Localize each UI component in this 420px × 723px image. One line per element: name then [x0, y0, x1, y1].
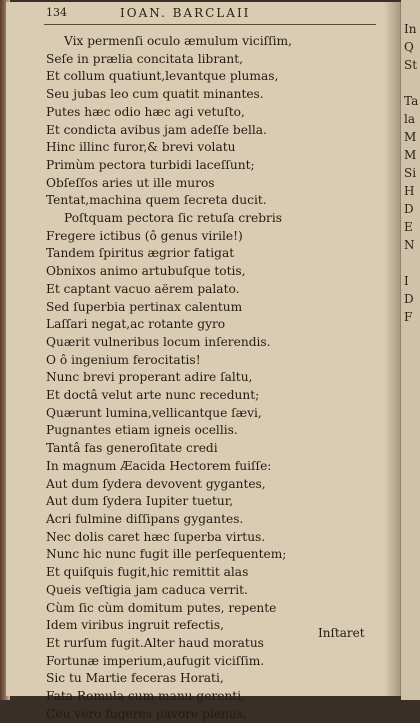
poem-line: Sed ſuperbia pertinax calentum [46, 299, 243, 314]
poem-line: Et rurſum fugit.Alter haud moratus [46, 635, 264, 650]
page-number: 134 [46, 6, 67, 19]
poem-line: Aut dum ſydera Iupiter tuetur, [46, 494, 234, 509]
poem-line: Primùm pectora turbidi laceſſunt; [46, 157, 255, 172]
facing-page-fragment: H [404, 184, 415, 198]
facing-page-fragment: D [404, 202, 414, 216]
poem-line: Aut dum ſydera devovent gygantes, [46, 476, 266, 491]
poem-line: Fata Romula cum manu gerenti, [46, 689, 245, 704]
poem-line: Et quiſquis fugit,hic remittit alas [46, 565, 249, 580]
poem-line: Tandem ſpiritus ægrior fatigat [46, 246, 235, 261]
poem-line: Queis veſtigia jam caduca verrit. [46, 582, 248, 597]
poem-line: Obſeſſos aries ut ille muros [46, 175, 215, 190]
poem-line: Hinc illinc furor,& brevi volatu [46, 140, 236, 155]
facing-page-fragments [404, 20, 418, 326]
facing-page-fragment: St [404, 58, 418, 72]
poem-line: Putes hæc odio hæc agi vetuſto, [46, 104, 245, 119]
facing-page-fragment: Si [404, 166, 417, 180]
facing-page-fragment: N [404, 238, 415, 252]
facing-page-fragment: D [404, 292, 414, 306]
facing-page-fragment: M [404, 148, 417, 162]
poem-line: Et doctâ velut arte nunc recedunt; [46, 388, 260, 403]
poem-line: Et condicta avibus jam adeſſe bella. [46, 122, 267, 137]
poem-text [46, 33, 378, 723]
poem-line: Tantâ fas generoſitate credi [46, 441, 218, 456]
poem-line: Sic tu Martie feceras Horati, [46, 671, 224, 686]
poem-line: Idem viribus ingruit refectis, [46, 618, 224, 633]
poem-line: Laſſari negat,ac rotante gyro [46, 317, 226, 332]
poem-line: Pugnantes etiam igneis ocellis. [46, 423, 238, 438]
page-shadow [384, 2, 400, 696]
poem-line: Fregere ictibus (ô genus virile!) [46, 228, 243, 243]
poem-line: Ceu vero fugeres pavore plenus, [46, 706, 247, 721]
header-rule [44, 24, 376, 25]
poem-line: Obnixos animo artubuſque totis, [46, 264, 246, 279]
poem-line: Cùm ſic cùm domitum putes, repente [46, 600, 277, 615]
facing-page-fragment: Ta [404, 94, 419, 108]
poem-line: Acri fulmine diſſipans gygantes. [46, 511, 244, 526]
poem-line: Tentat,machina quem ſecreta ducit. [46, 193, 267, 208]
poem-line: Nunc hic nunc fugit ille perſequentem; [46, 547, 287, 562]
poem-line: Poſtquam pectora ſic retuſa crebris [64, 211, 283, 226]
poem-line: Nunc brevi properant adire ſaltu, [46, 370, 253, 385]
facing-page-fragment [404, 74, 418, 92]
facing-page-fragment [404, 254, 418, 272]
facing-page-edge [401, 0, 420, 700]
facing-page-fragment: M [404, 130, 417, 144]
poem-line: Seſe in prælia concitata librant, [46, 51, 244, 66]
book-page [6, 2, 401, 721]
facing-page-fragment: In [404, 22, 417, 36]
poem-line: Et captant vacuo aërem palato. [46, 281, 240, 296]
facing-page-fragment: la [404, 112, 415, 126]
poem-line: Vix permenſi oculo æmulum viciſſim, [64, 34, 292, 48]
poem-line: Seu jubas leo cum quatit minantes. [46, 87, 264, 102]
facing-page-fragment: E [404, 220, 413, 234]
catchword: Inſtaret [318, 626, 365, 640]
poem-line: Quærunt lumina,vellicantque ſævi, [46, 405, 262, 420]
facing-page-fragment: I [404, 274, 409, 288]
poem-line: In magnum Æacida Hectorem fuiſſe: [46, 458, 272, 473]
poem-line: Nec dolis caret hæc ſuperba virtus. [46, 529, 266, 544]
poem-line: Quærit vulneribus locum inſerendis. [46, 334, 271, 349]
facing-page-fragment: F [404, 310, 413, 324]
facing-page-fragment: Q [404, 40, 414, 54]
poem-line: Et collum quatiunt,levantque plumas, [46, 69, 279, 84]
running-title: IOAN. BARCLAII [120, 6, 251, 20]
poem-line: Fortunæ imperium,aufugit viciſſim. [46, 653, 265, 668]
poem-line: O ô ingenium ferocitatis! [46, 352, 201, 367]
